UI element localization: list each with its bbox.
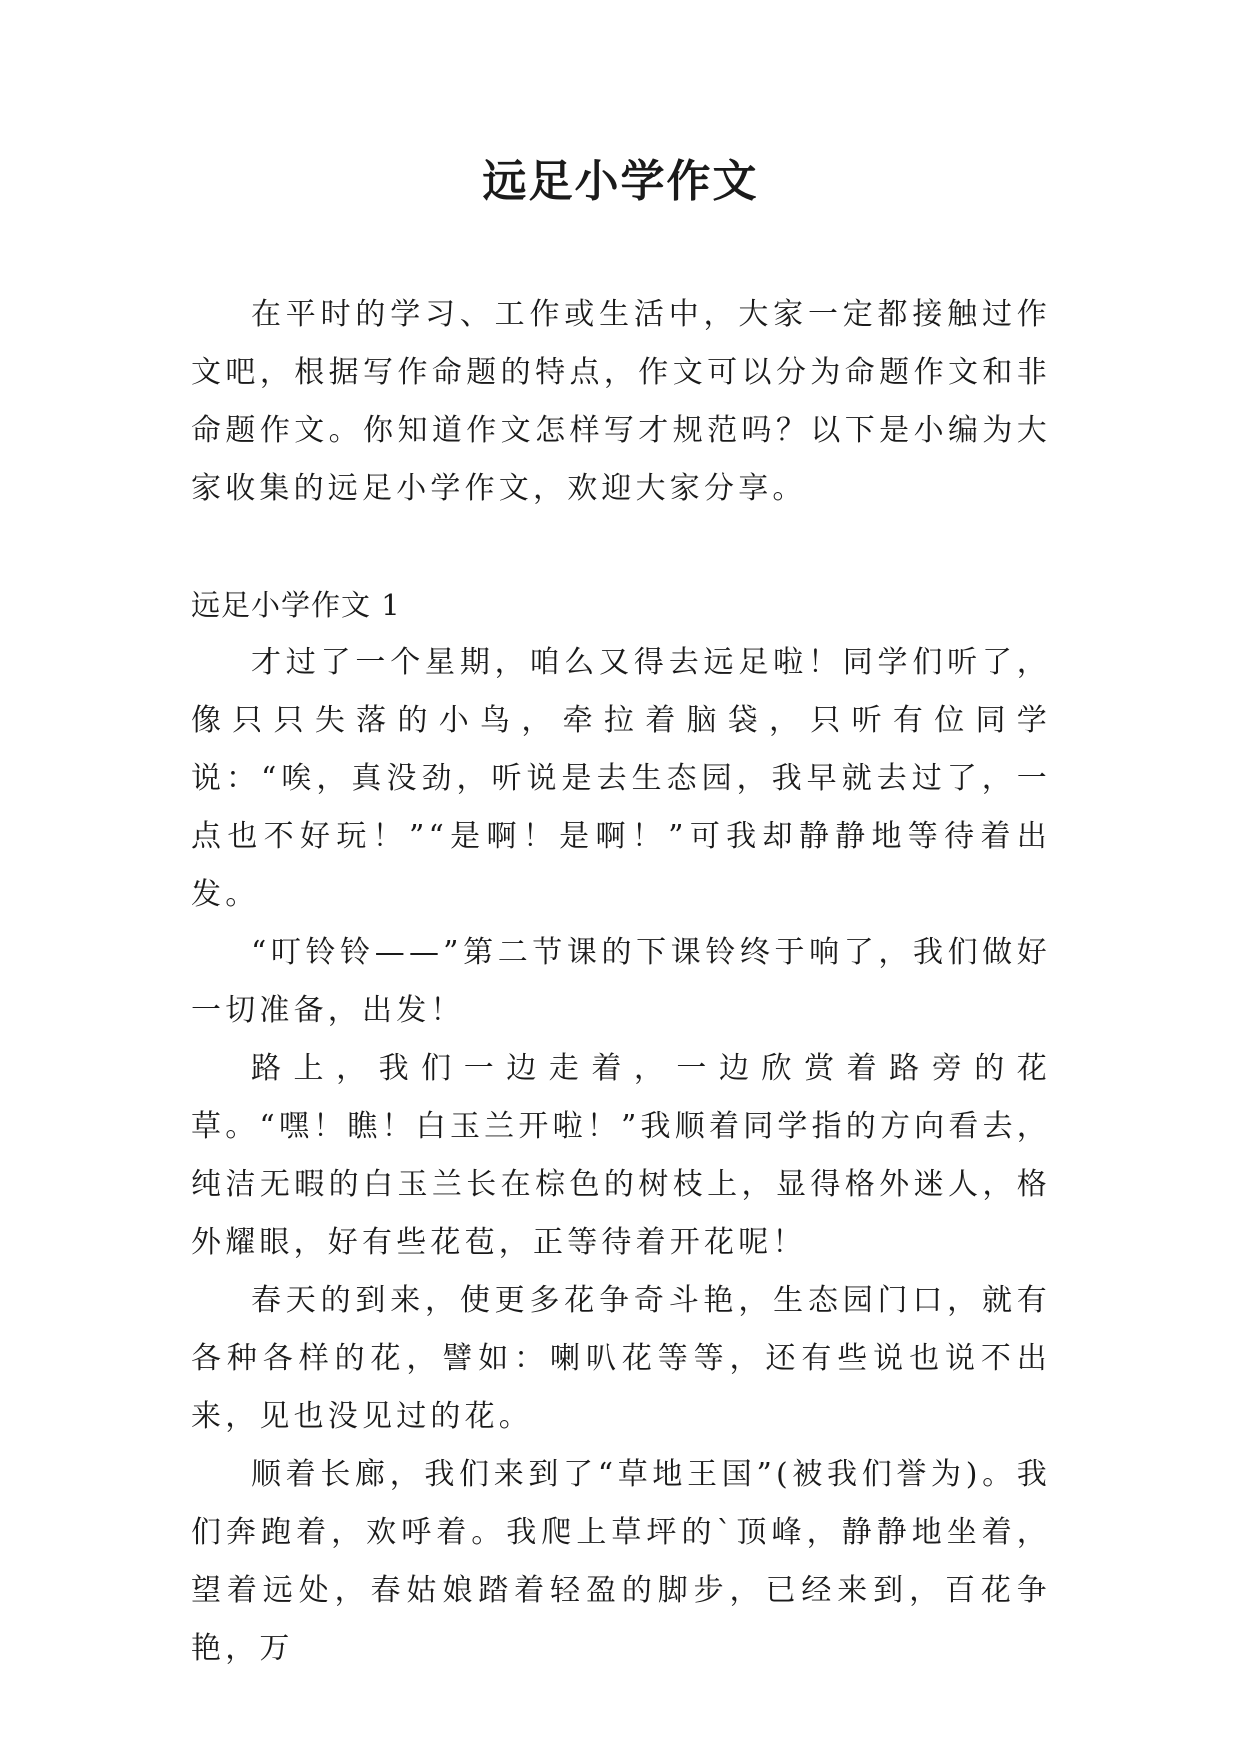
section-heading: 远足小学作文 1 [191, 588, 401, 622]
document-title: 远足小学作文 [482, 156, 759, 207]
document-body [191, 286, 1051, 1678]
essay-paragraph-5: 顺着长廊，我们来到了“草地王国”(被我们誉为)。我们奔跑着，欢呼着。我爬上草坪的`顶峰，静静地坐着，望着远处，春姑娘踏着轻盈的脚步，已经来到，百花争艳，万 [191, 1457, 1051, 1666]
intro-paragraph: 在平时的学习、工作或生活中，大家一定都接触过作文吧，根据写作命题的特点，作文可以分为命题作文和非命题作文。你知道作文怎样写才规范吗？以下是小编为大家收集的远足小学作文，欢迎大家分享。 [191, 297, 1051, 506]
essay-paragraph-3: 路上，我们一边走着，一边欣赏着路旁的花草。“嘿！瞧！白玉兰开啦！”我顺着同学指的方向看去，纯洁无暇的白玉兰长在棕色的树枝上，显得格外迷人，格外耀眼，好有些花苞，正等待着开花呢！ [191, 1051, 1051, 1260]
essay-paragraph-4: 春天的到来，使更多花争奇斗艳，生态园门口，就有各种各样的花，譬如：喇叭花等等，还有些说也说不出来，见也没见过的花。 [191, 1283, 1051, 1434]
essay-paragraph-1: 才过了一个星期，咱么又得去远足啦！同学们听了，像只只失落的小鸟，牵拉着脑袋，只听有位同学说：“唉，真没劲，听说是去生态园，我早就去过了，一点也不好玩！”“是啊！是啊！”可我却静静地等待着出发。 [191, 645, 1051, 912]
essay-paragraph-2: “叮铃铃——”第二节课的下课铃终于响了，我们做好一切准备，出发！ [191, 935, 1051, 1028]
